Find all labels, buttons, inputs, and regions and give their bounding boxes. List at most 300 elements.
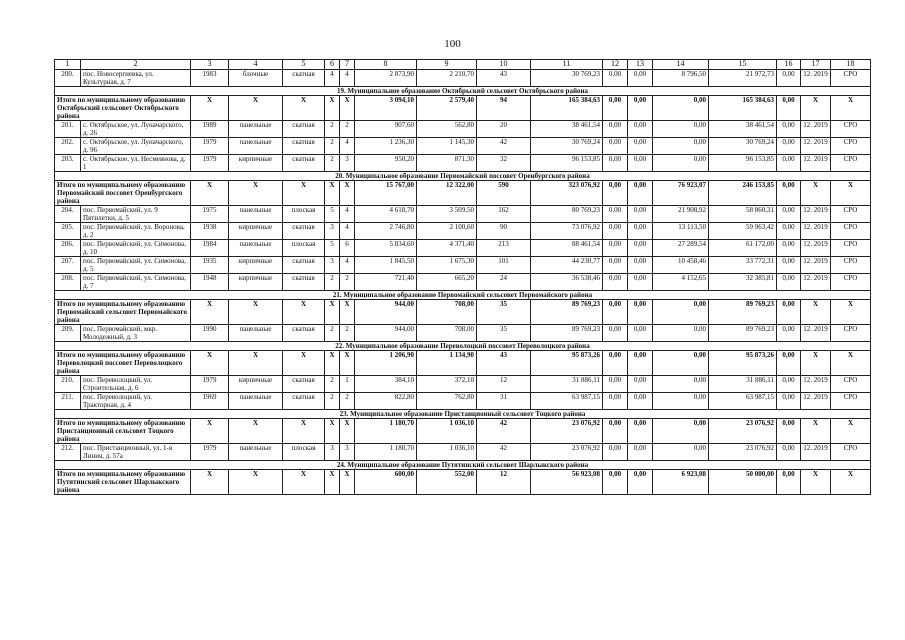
table-cell: 1 (340, 376, 355, 393)
table-cell: 2 (325, 376, 340, 393)
table-cell: 0,00 (628, 223, 653, 240)
table-row (55, 206, 871, 223)
subtotal-cell: 95 873,26 (709, 351, 777, 376)
table-cell: 38 461,54 (531, 121, 603, 138)
table-row (55, 274, 871, 291)
subtotal-cell: X (340, 181, 355, 206)
table-cell: 12. 2019 (801, 206, 831, 223)
table-cell: 101 (477, 257, 531, 274)
table-cell: 12. 2019 (801, 444, 831, 461)
table-cell: 0,00 (603, 393, 628, 410)
table-cell: 2 (325, 138, 340, 155)
table-cell: 211. (55, 393, 81, 410)
subtotal-cell: X (801, 300, 831, 325)
table-cell: 4 (325, 70, 340, 87)
address-cell: пос. Пристанционный, ул. 1-я Линия, д. 57а (81, 444, 191, 461)
subtotal-cell: X (801, 419, 831, 444)
table-cell: 0,00 (777, 223, 801, 240)
table-cell: плоская (283, 444, 325, 461)
subtotal-cell: 1 036,10 (417, 419, 477, 444)
table-cell: 207. (55, 257, 81, 274)
subtotal-cell: X (191, 96, 229, 121)
table-cell: 89 769,23 (531, 325, 603, 342)
table-cell: 0,00 (603, 240, 628, 257)
table-cell: 0,00 (628, 155, 653, 172)
subtotal-cell: X (340, 470, 355, 495)
table-cell: 3 (325, 444, 340, 461)
table-cell: 32 (477, 155, 531, 172)
table-body (55, 60, 871, 495)
subtotal-cell: 0,00 (628, 181, 653, 206)
table-cell: скатная (283, 138, 325, 155)
table-cell: 4 (340, 206, 355, 223)
column-header: 15 (709, 60, 777, 70)
section-heading: 19. Муниципальное образование Октябрьский сельсовет Октябрьского района (55, 87, 871, 96)
section-heading-row (55, 291, 871, 300)
subtotal-cell: X (325, 300, 340, 325)
table-cell: 0,00 (628, 70, 653, 87)
table-cell: 13 113,50 (653, 223, 709, 240)
table-cell: 1 180,70 (355, 444, 417, 461)
table-cell: СРО (831, 206, 871, 223)
table-cell: 0,00 (603, 325, 628, 342)
column-header: 12 (603, 60, 628, 70)
table-cell: 12. 2019 (801, 257, 831, 274)
table-cell: 0,00 (777, 240, 801, 257)
table-cell: 12. 2019 (801, 325, 831, 342)
table-row (55, 138, 871, 155)
table-cell: 1989 (191, 121, 229, 138)
table-cell: 1984 (191, 240, 229, 257)
table-cell: 206. (55, 240, 81, 257)
table-cell: 2 746,80 (355, 223, 417, 240)
subtotal-label: Итого по муниципальному образованию Октябрьский сельсовет Октябрьского района (55, 96, 191, 121)
table-cell: 24 (477, 274, 531, 291)
table-cell: 0,00 (628, 376, 653, 393)
table-cell: 0,00 (777, 257, 801, 274)
table-cell: 4 (340, 257, 355, 274)
subtotal-cell: 1 180,70 (355, 419, 417, 444)
table-cell: СРО (831, 121, 871, 138)
section-heading-row (55, 342, 871, 351)
table-row (55, 257, 871, 274)
table-cell: скатная (283, 121, 325, 138)
subtotal-cell: X (283, 96, 325, 121)
table-cell: 950,20 (355, 155, 417, 172)
subtotal-cell: X (229, 419, 283, 444)
table-cell: 58 860,31 (709, 206, 777, 223)
column-header: 6 (325, 60, 340, 70)
table-cell: 204. (55, 206, 81, 223)
table-cell: 0,00 (603, 376, 628, 393)
table-cell: 1979 (191, 376, 229, 393)
table-cell: 0,00 (653, 444, 709, 461)
table-cell: 12. 2019 (801, 393, 831, 410)
subtotal-cell: X (229, 181, 283, 206)
table-cell: 4 371,40 (417, 240, 477, 257)
table-cell: 0,00 (603, 206, 628, 223)
subtotal-cell: 1 134,90 (417, 351, 477, 376)
table-cell: 44 230,77 (531, 257, 603, 274)
subtotal-cell: 0,00 (628, 470, 653, 495)
table-cell: 31 886,11 (709, 376, 777, 393)
table-cell: 871,30 (417, 155, 477, 172)
table-cell: 3 (340, 444, 355, 461)
table-cell: СРО (831, 155, 871, 172)
table-cell: 30 769,23 (531, 70, 603, 87)
table-cell: 63 987,15 (531, 393, 603, 410)
table-cell: 1938 (191, 223, 229, 240)
table-row (55, 325, 871, 342)
page-number: 100 (444, 38, 461, 50)
address-cell: пос. Первомайский, мкр. Молодежный, д. 3 (81, 325, 191, 342)
table-cell: 4 (340, 138, 355, 155)
table-cell: 0,00 (653, 121, 709, 138)
subtotal-cell: 0,00 (603, 351, 628, 376)
subtotal-cell: 0,00 (603, 96, 628, 121)
subtotal-cell: 0,00 (628, 96, 653, 121)
column-header: 9 (417, 60, 477, 70)
address-cell: с. Октябрьское, ул. Луначарского, д. 26 (81, 121, 191, 138)
subtotal-cell: 0,00 (777, 470, 801, 495)
table-cell: 0,00 (777, 206, 801, 223)
table-cell: 61 172,00 (709, 240, 777, 257)
address-cell: с. Октябрьское, ул. Луначарского, д. 96 (81, 138, 191, 155)
subtotal-cell: 0,00 (628, 419, 653, 444)
table-cell: 1948 (191, 274, 229, 291)
table-cell: 5 834,60 (355, 240, 417, 257)
address-cell: с. Октябрьское, ул. Несмеянова, д. 1 (81, 155, 191, 172)
table-cell: СРО (831, 138, 871, 155)
subtotal-cell: X (191, 351, 229, 376)
subtotal-cell: 0,00 (603, 470, 628, 495)
table-cell: 96 153,85 (531, 155, 603, 172)
table-cell: 203. (55, 155, 81, 172)
table-cell: 2 (340, 121, 355, 138)
subtotal-cell: X (191, 419, 229, 444)
subtotal-cell: X (340, 419, 355, 444)
table-cell: 907,60 (355, 121, 417, 138)
subtotal-cell: 56 923,08 (531, 470, 603, 495)
table-cell: 59 963,42 (709, 223, 777, 240)
table-cell: 42 (477, 444, 531, 461)
table-cell: 35 (477, 325, 531, 342)
table-cell: 0,00 (777, 393, 801, 410)
subtotal-cell: 23 076,92 (531, 419, 603, 444)
subtotal-cell: 0,00 (653, 351, 709, 376)
subtotal-cell: 0,00 (777, 181, 801, 206)
table-cell: 2 (325, 155, 340, 172)
table-cell: 2 (340, 325, 355, 342)
subtotal-cell: X (229, 470, 283, 495)
subtotal-cell: X (801, 470, 831, 495)
housing-register-table (54, 59, 871, 495)
table-cell: 0,00 (628, 138, 653, 155)
subtotal-cell: X (801, 181, 831, 206)
table-cell: 2 (340, 393, 355, 410)
table-row (55, 155, 871, 172)
table-cell: 0,00 (777, 70, 801, 87)
table-cell: 372,10 (417, 376, 477, 393)
table-cell: 0,00 (603, 155, 628, 172)
subtotal-cell: 42 (477, 419, 531, 444)
subtotal-cell: 0,00 (653, 300, 709, 325)
table-cell: 0,00 (777, 376, 801, 393)
table-cell: 31 886,11 (531, 376, 603, 393)
table-row (55, 223, 871, 240)
subtotal-cell: 23 076,92 (709, 419, 777, 444)
subtotal-cell: 0,00 (777, 419, 801, 444)
table-cell: 27 289,54 (653, 240, 709, 257)
column-header: 16 (777, 60, 801, 70)
table-cell: СРО (831, 274, 871, 291)
subtotal-cell: 89 769,23 (531, 300, 603, 325)
table-cell: 0,00 (628, 274, 653, 291)
table-cell: 0,00 (653, 393, 709, 410)
subtotal-cell: 0,00 (603, 181, 628, 206)
table-cell: 1983 (191, 70, 229, 87)
table-cell: кирпичные (229, 155, 283, 172)
table-cell: 0,00 (777, 274, 801, 291)
table-cell: 212. (55, 444, 81, 461)
table-cell: 0,00 (603, 274, 628, 291)
subtotal-cell: X (229, 96, 283, 121)
table-cell: 213 (477, 240, 531, 257)
subtotal-cell: X (283, 470, 325, 495)
subtotal-cell: X (340, 300, 355, 325)
table-cell: 4 152,65 (653, 274, 709, 291)
column-header: 8 (355, 60, 417, 70)
address-cell: пос. Первомайский, ул. Симонова, д. 5 (81, 257, 191, 274)
subtotal-cell: 76 923,07 (653, 181, 709, 206)
table-cell: 12. 2019 (801, 138, 831, 155)
table-cell: 0,00 (777, 138, 801, 155)
table-cell: 5 (325, 240, 340, 257)
subtotal-cell: X (831, 300, 871, 325)
table-cell: 12 (477, 376, 531, 393)
table-cell: 5 (325, 206, 340, 223)
subtotal-cell: 552,00 (417, 470, 477, 495)
table-cell: 200. (55, 70, 81, 87)
table-cell: 63 987,15 (709, 393, 777, 410)
subtotal-cell: X (340, 351, 355, 376)
table-cell: 0,00 (777, 444, 801, 461)
table-cell: 1935 (191, 257, 229, 274)
column-header: 17 (801, 60, 831, 70)
table-cell: 1 236,30 (355, 138, 417, 155)
table-cell: СРО (831, 240, 871, 257)
subtotal-cell: 0,00 (777, 351, 801, 376)
table-cell: 73 076,92 (531, 223, 603, 240)
section-heading: 22. Муниципальное образование Переволоцкий поссовет Переволоцкого района (55, 342, 871, 351)
table-cell: 1 675,30 (417, 257, 477, 274)
table-cell: СРО (831, 325, 871, 342)
table-cell: 202. (55, 138, 81, 155)
table-cell: 3 (325, 223, 340, 240)
table-cell: кирпичные (229, 274, 283, 291)
subtotal-cell: 6 923,08 (653, 470, 709, 495)
table-row (55, 121, 871, 138)
address-cell: пос. Переволоцкий, ул. Строительная, д. 6 (81, 376, 191, 393)
table-cell: 201. (55, 121, 81, 138)
subtotal-cell: X (325, 181, 340, 206)
subtotal-cell: 0,00 (628, 351, 653, 376)
table-cell: 0,00 (777, 155, 801, 172)
table-cell: 1990 (191, 325, 229, 342)
table-cell: 42 (477, 138, 531, 155)
subtotal-cell: 323 076,92 (531, 181, 603, 206)
table-cell: 23 076,92 (531, 444, 603, 461)
address-cell: пос. Первомайский, ул. Воронова, д. 2 (81, 223, 191, 240)
subtotal-cell: 1 206,90 (355, 351, 417, 376)
subtotal-cell: X (325, 419, 340, 444)
table-cell: СРО (831, 376, 871, 393)
subtotal-cell: X (325, 351, 340, 376)
subtotal-row (55, 470, 871, 495)
subtotal-cell: X (229, 300, 283, 325)
subtotal-label: Итого по муниципальному образованию Переволоцкий поссовет Переволоцкого района (55, 351, 191, 376)
subtotal-cell: 15 767,00 (355, 181, 417, 206)
table-cell: 0,00 (603, 138, 628, 155)
subtotal-cell: X (801, 96, 831, 121)
table-cell: 0,00 (628, 206, 653, 223)
subtotal-cell: X (283, 419, 325, 444)
subtotal-cell: 12 (477, 470, 531, 495)
table-cell: 0,00 (603, 257, 628, 274)
table-cell: СРО (831, 393, 871, 410)
table-cell: 0,00 (603, 444, 628, 461)
subtotal-cell: 89 769,23 (709, 300, 777, 325)
table-cell: 208. (55, 274, 81, 291)
subtotal-cell: 94 (477, 96, 531, 121)
table-cell: 2 (325, 393, 340, 410)
table-cell: панельные (229, 206, 283, 223)
table-cell: скатная (283, 155, 325, 172)
table-cell: панельные (229, 121, 283, 138)
table-cell: 2 100,60 (417, 223, 477, 240)
table-cell: кирпичные (229, 376, 283, 393)
table-cell: 4 (340, 223, 355, 240)
subtotal-cell: 0,00 (603, 419, 628, 444)
table-cell: панельные (229, 393, 283, 410)
section-heading: 20. Муниципальное образование Первомайский поссовет Оренбургского района (55, 172, 871, 181)
table-cell: 0,00 (653, 155, 709, 172)
table-cell: 665,20 (417, 274, 477, 291)
table-cell: 80 769,23 (531, 206, 603, 223)
table-cell: 0,00 (777, 325, 801, 342)
column-header: 5 (283, 60, 325, 70)
table-cell: 209. (55, 325, 81, 342)
subtotal-cell: 708,00 (417, 300, 477, 325)
table-cell: скатная (283, 376, 325, 393)
column-header: 18 (831, 60, 871, 70)
subtotal-cell: X (191, 300, 229, 325)
table-cell: 21 972,73 (709, 70, 777, 87)
table-cell: 2 210,70 (417, 70, 477, 87)
table-cell: скатная (283, 274, 325, 291)
subtotal-cell: X (325, 96, 340, 121)
table-row (55, 444, 871, 461)
table-cell: 21 908,92 (653, 206, 709, 223)
subtotal-cell: 43 (477, 351, 531, 376)
subtotal-cell: 0,00 (603, 300, 628, 325)
table-cell: 0,00 (628, 240, 653, 257)
subtotal-cell: X (229, 351, 283, 376)
table-cell: 6 (340, 240, 355, 257)
table-cell: панельные (229, 138, 283, 155)
table-cell: 10 458,46 (653, 257, 709, 274)
table-cell: 23 076,92 (709, 444, 777, 461)
table-cell: 1 845,50 (355, 257, 417, 274)
subtotal-cell: 165 384,63 (531, 96, 603, 121)
table-cell: 2 (325, 274, 340, 291)
subtotal-cell: X (283, 300, 325, 325)
table-cell: 1975 (191, 206, 229, 223)
table-cell: 2 (325, 121, 340, 138)
subtotal-label: Итого по муниципальному образованию Пристанционный сельсовет Тоцкого района (55, 419, 191, 444)
table-cell: 4 (340, 70, 355, 87)
table-cell: 8 796,50 (653, 70, 709, 87)
table-cell: 12. 2019 (801, 70, 831, 87)
table-cell: 1969 (191, 393, 229, 410)
section-heading: 21. Муниципальное образование Первомайский сельсовет Первомайского района (55, 291, 871, 300)
table-cell: 1979 (191, 138, 229, 155)
subtotal-cell: 2 579,40 (417, 96, 477, 121)
table-cell: 1979 (191, 444, 229, 461)
table-cell: 384,10 (355, 376, 417, 393)
table-cell: 30 769,24 (709, 138, 777, 155)
table-cell: 3 (340, 155, 355, 172)
subtotal-cell: X (283, 181, 325, 206)
subtotal-cell: 246 153,85 (709, 181, 777, 206)
column-header: 13 (628, 60, 653, 70)
subtotal-cell: X (831, 96, 871, 121)
subtotal-label: Итого по муниципальному образованию Путятинский сельсовет Шарлыкского района (55, 470, 191, 495)
table-cell: 12. 2019 (801, 155, 831, 172)
table-cell: плоская (283, 206, 325, 223)
table-row (55, 376, 871, 393)
table-cell: 0,00 (628, 444, 653, 461)
subtotal-cell: 0,00 (653, 96, 709, 121)
subtotal-cell: X (831, 419, 871, 444)
address-cell: пос. Первомайский, ул. Симонова, д. 7 (81, 274, 191, 291)
table-cell: плоская (283, 240, 325, 257)
table-cell: 12. 2019 (801, 274, 831, 291)
table-cell: 12. 2019 (801, 223, 831, 240)
table-cell: СРО (831, 257, 871, 274)
subtotal-cell: 944,00 (355, 300, 417, 325)
subtotal-cell: 600,00 (355, 470, 417, 495)
section-heading: 24. Муниципальное образование Путятинский сельсовет Шарлыкского района (55, 461, 871, 470)
subtotal-cell: 0,00 (777, 96, 801, 121)
address-cell: пос. Переволоцкий, ул. Тракторная, д. 4 (81, 393, 191, 410)
subtotal-cell: 50 000,00 (709, 470, 777, 495)
table-row (55, 240, 871, 257)
subtotal-cell: X (340, 96, 355, 121)
subtotal-cell: X (283, 351, 325, 376)
table-cell: 0,00 (628, 257, 653, 274)
table-cell: 210. (55, 376, 81, 393)
subtotal-cell: 0,00 (628, 300, 653, 325)
subtotal-cell: 12 322,00 (417, 181, 477, 206)
table-cell: 33 772,31 (709, 257, 777, 274)
subtotal-cell: 3 094,10 (355, 96, 417, 121)
table-cell: скатная (283, 70, 325, 87)
table-row (55, 70, 871, 87)
subtotal-cell: 95 873,26 (531, 351, 603, 376)
table-cell: 3 509,50 (417, 206, 477, 223)
table-cell: 2 (340, 274, 355, 291)
